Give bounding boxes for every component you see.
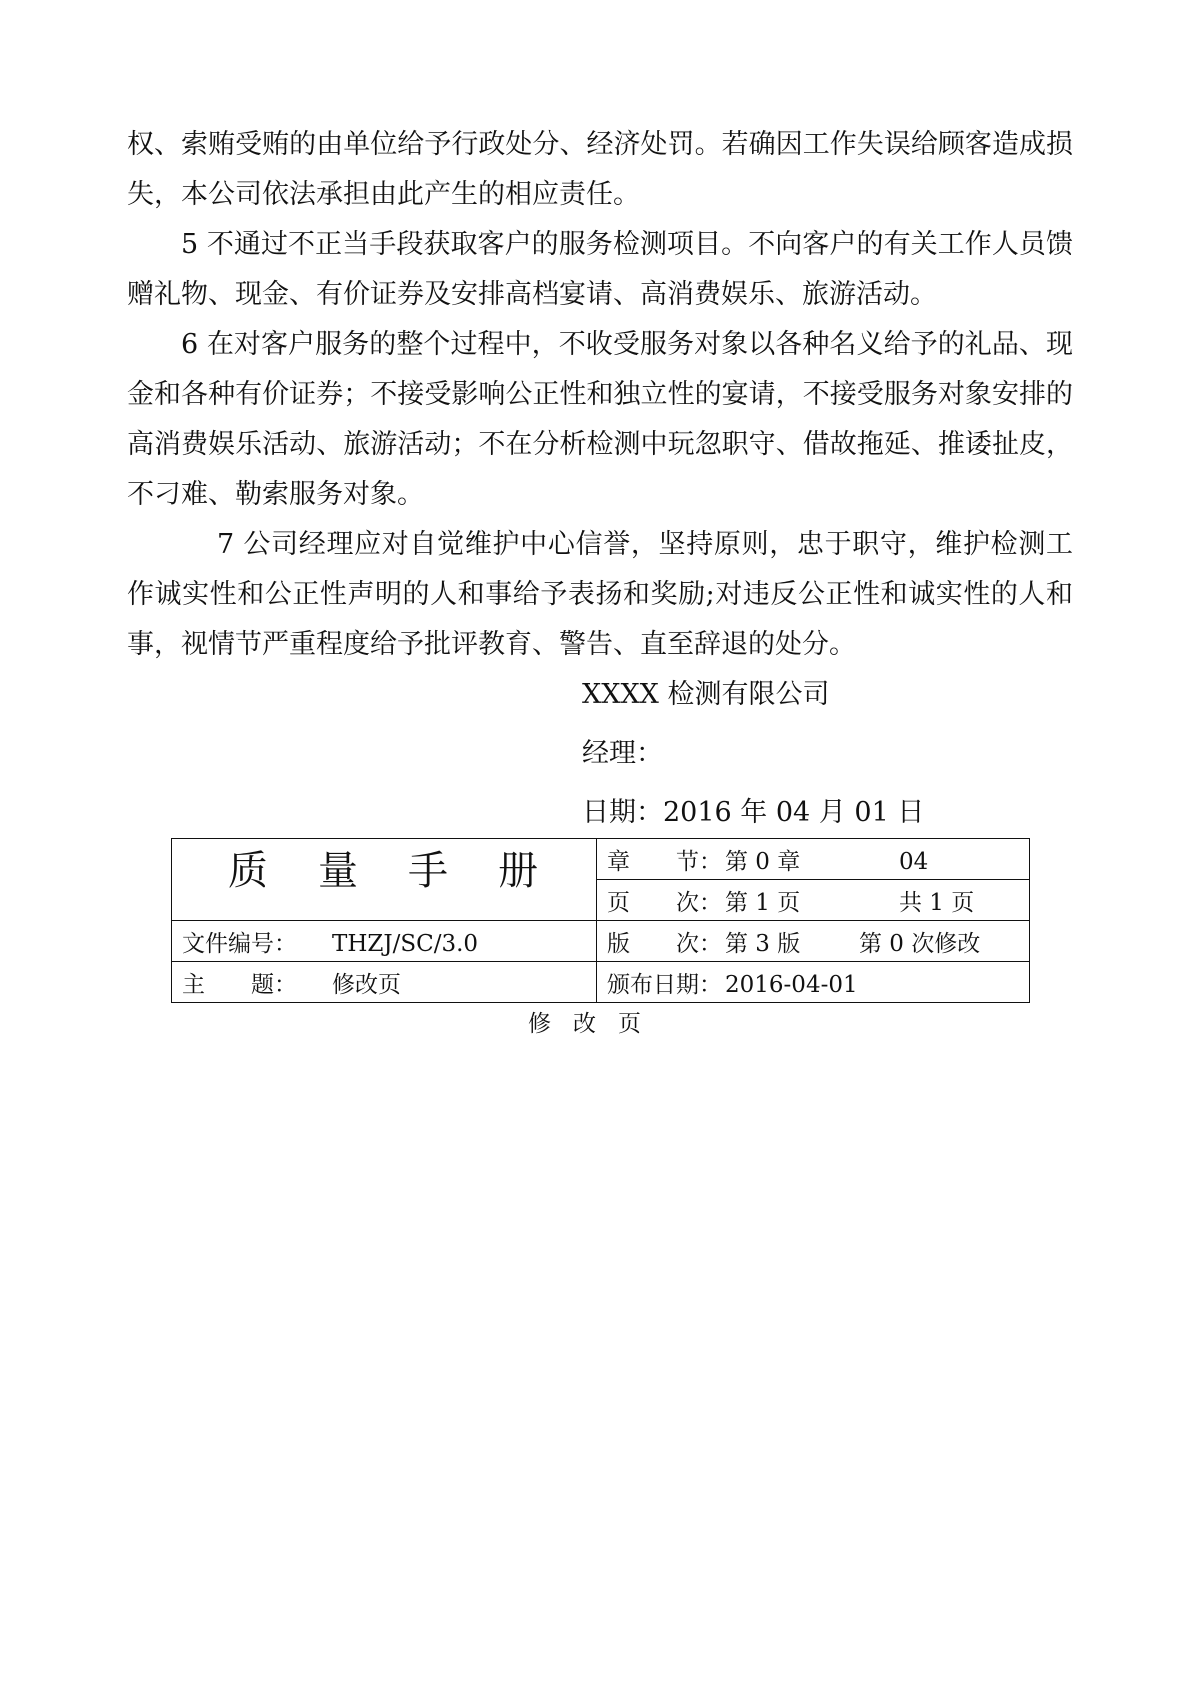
revision-page-caption: 修改页: [528, 1011, 663, 1037]
header-row-subject: [172, 962, 1030, 1003]
subject-label: 主 题：: [182, 971, 297, 998]
doc-number-label: 文件编号：: [182, 930, 297, 957]
subject-value: 修改页: [332, 971, 401, 998]
page-label: 页 次：: [607, 889, 722, 916]
manual-title: [172, 839, 597, 921]
page-value: 第 1 页: [725, 889, 801, 916]
title-char: 手: [408, 848, 448, 894]
header-row-chapter: [172, 839, 1030, 880]
paragraph-item-7: 7 公司经理应对自觉维护中心信誉，坚持原则，忠于职守，维护检测工作诚实性和公正性声明的人和事给予表扬和奖励;对违反公正性和诚实性的人和事，视情节严重程度给予批评教育、警告、直至辞退的处分。: [127, 529, 1073, 660]
subject-cell: [172, 962, 597, 1003]
page-total: 共 1 页: [899, 889, 975, 916]
issue-date-label: 颁布日期：: [607, 971, 722, 998]
title-char: 册: [498, 848, 538, 894]
chapter-cell: [597, 839, 1030, 880]
header-row-version: [172, 921, 1030, 962]
version-cell: [597, 921, 1030, 962]
doc-number-cell: [172, 921, 597, 962]
chapter-value: 第 0 章: [725, 848, 801, 875]
body-text: [127, 120, 1073, 670]
company-name: XXXX 检测有限公司: [582, 679, 830, 710]
signature-block: [582, 665, 924, 842]
version-label: 版 次：: [607, 930, 722, 957]
revision-value: 第 0 次修改: [859, 930, 981, 957]
document-header-table: [171, 838, 1030, 1003]
issue-date-value: 2016-04-01: [725, 971, 858, 998]
page-cell: [597, 880, 1030, 921]
chapter-label: 章 节：: [607, 848, 722, 875]
title-char: 量: [318, 848, 358, 894]
version-value: 第 3 版: [725, 930, 801, 957]
manager-label: 经理：: [582, 738, 663, 769]
paragraph-item-6: 6 在对客户服务的整个过程中，不收受服务对象以各种名义给予的礼品、现金和各种有价证券；不接受影响公正性和独立性的宴请，不接受服务对象安排的高消费娱乐活动、旅游活动；不在分析检测中玩忽职守、借故拖延、推诿扯皮，不刁难、勒索服务对象。: [127, 329, 1073, 510]
doc-number-value: THZJ/SC/3.0: [332, 930, 479, 957]
chapter-code: 04: [899, 848, 929, 875]
paragraph-item-5: 5 不通过不正当手段获取客户的服务检测项目。不向客户的有关工作人员馈赠礼物、现金、有价证券及安排高档宴请、高消费娱乐、旅游活动。: [127, 229, 1073, 310]
issue-date-cell: [597, 962, 1030, 1003]
signature-date: 日期：2016 年 04 月 01 日: [582, 797, 925, 828]
title-char: 质: [228, 848, 268, 894]
paragraph-continuation: 权、索贿受贿的由单位给予行政处分、经济处罚。若确因工作失误给顾客造成损失，本公司依法承担由此产生的相应责任。: [127, 129, 1073, 210]
